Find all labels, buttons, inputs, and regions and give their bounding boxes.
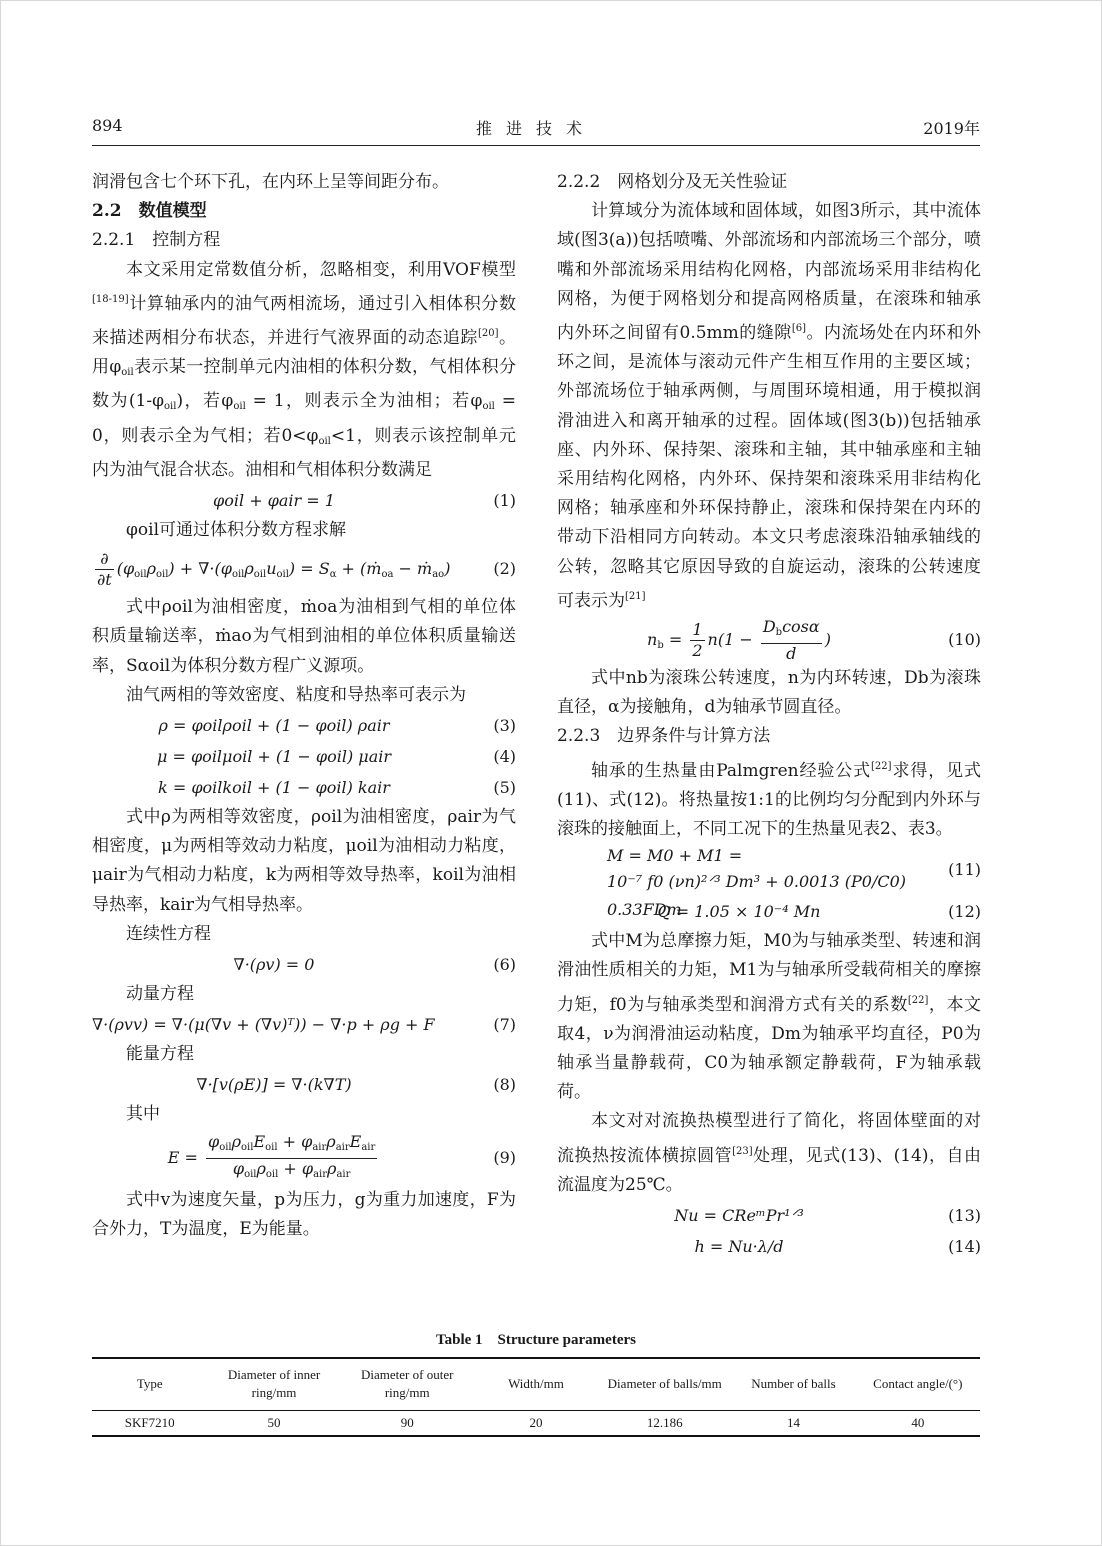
- label-energy: 能量方程: [126, 1044, 194, 1065]
- section-heading-2-2-1: 2.2.1 控制方程: [92, 230, 221, 251]
- equation-4: μ = φoilμoil + (1 − φoil) μair (4): [157, 747, 516, 767]
- table-header-cell: Type: [92, 1358, 207, 1410]
- paragraph-volume-fraction: φoil可通过体积分数方程求解: [126, 520, 347, 541]
- header-rule: [92, 145, 980, 146]
- paragraph-eq6-9-symbols: 式中v为速度矢量，p为压力，g为重力加速度，F为合外力，T为温度，E为能量。: [92, 1189, 516, 1239]
- table-header-cell: Diameter of outer ring/mm: [341, 1358, 474, 1410]
- equation-10: $n_b$ = $\frac{1}{2}$ n(1 − $\frac{D_b\cos\alpha}{d}$ ) (10): [647, 617, 981, 664]
- table-header-cell: Contact angle/(°): [856, 1358, 980, 1410]
- paragraph-eq11-12-symbols: 式中M为总摩擦力矩，M0为与轴承类型、转速和润滑油性质相关的力矩，M1为与轴承所受载荷相关的摩擦力矩，f0为与轴承类型和润滑方式有关的系数[22]，本文取4，ν为润滑油运动粘度，Dm为轴承平均直径，P0为轴承当量静载荷，C0为轴承额定静载荷，F为轴承载荷。: [557, 931, 982, 1103]
- label-momentum: 动量方程: [126, 984, 194, 1005]
- label-continuity: 连续性方程: [126, 923, 211, 944]
- paragraph-eq10-symbols: 式中nb为滚珠公转速度，n为内环转速，Db为滚珠直径，α为接触角，d为轴承节圆直径。: [557, 668, 981, 718]
- label-where: 其中: [126, 1104, 160, 1125]
- publication-year: 2019年: [923, 119, 980, 138]
- page-number: 894: [92, 116, 123, 135]
- equation-12: Q = 1.05 × 10⁻⁴ Mn (12): [657, 902, 981, 922]
- equation-14: h = Nu·λ/d (14): [694, 1237, 981, 1257]
- paragraph-convection-model: 本文对对流换热模型进行了简化，将固体壁面的对流换热按流体横掠圆管[23]处理，见式(13)、(14)，自由流温度为25℃。: [557, 1111, 982, 1195]
- paragraph-mesh-domains: 计算域分为流体域和固体域，如图3所示，其中流体域(图3(a))包括喷嘴、外部流场和内部流场三个部分，喷嘴和外部流场采用结构化网格，内部流场采用非结构化网格，为便于网格划分和提高网格质量，在滚珠和轴承内外环之间留有0.5mm的缝隙[6]。内流场处在内环和外环之间，是流体与滚动元件产生相互作用的主要区域；外部流场位于轴承两侧，与周围环境相通，用于模拟润滑油进入和离开轴承的过程。固体域(图3(b))包括轴承座、内外环、保持架、滚珠和主轴，其中轴承座和主轴采用结构化网格，内外环、保持架和滚珠采用非结构化网格；轴承座和外环保持静止，滚珠和保持架在内环的带动下沿相同方向转动。本文只考虑滚珠沿轴承轴线的公转，忽略其它原因导致的自旋运动，滚珠的公转速度可表示为[21]: [557, 201, 982, 611]
- paragraph-eq2-symbols: 式中ρoil为油相密度，ṁoa为油相到气相的单位体积质量输送率，ṁao为气相到油相的单位体积质量输送率，Sαoil为体积分数方程广义源项。: [92, 597, 516, 676]
- paragraph-heat-generation: 轴承的生热量由Palmgren经验公式[22]求得，见式(11)、式(12)。将热量按1:1的比例均匀分配到内外环与滚珠的接触面上，不同工况下的生热量见表2、表3。: [557, 760, 981, 840]
- equation-11-line2: 10⁻⁷ f0 (νn)²ᐟ³ Dm³ + 0.0013 (P0/C0) 0.33FDm (11): [607, 860, 981, 920]
- equation-9: E = $\frac{\varphi_{oil}\rho_{oil}E_{oil} + \varphi_{air}\rho_{air}E_{air}}{\varphi_{oil}\rho_{oil} + \varphi_{air}\rho_{air}}$ (9): [167, 1131, 516, 1180]
- equation-7: ∇·(ρvv) = ∇·(μ(∇v + (∇v)ᵀ)) − ∇·p + ρg + F (7): [92, 1015, 516, 1035]
- table-header-cell: Width/mm: [474, 1358, 598, 1410]
- section-heading-2-2: 2.2 数值模型: [92, 201, 207, 222]
- table-cell: 40: [856, 1410, 980, 1436]
- equation-6: ∇·(ρv) = 0 (6): [233, 955, 516, 975]
- table-cell: 12.186: [598, 1410, 731, 1436]
- paragraph-equivalent-properties: 油气两相的等效密度、粘度和导热率可表示为: [126, 684, 466, 705]
- equation-1: φoil + φair = 1 (1): [213, 491, 516, 511]
- section-heading-2-2-3: 2.2.3 边界条件与计算方法: [557, 726, 771, 747]
- table-row: [92, 1410, 980, 1436]
- table-cell: SKF7210: [92, 1410, 207, 1436]
- structure-parameters-table: [92, 1357, 980, 1437]
- table-header-cell: Number of balls: [731, 1358, 855, 1410]
- section-heading-2-2-2: 2.2.2 网格划分及无关性验证: [557, 172, 788, 192]
- table-cell: 20: [474, 1410, 598, 1436]
- right-column: [557, 168, 981, 1262]
- table-cell: 50: [207, 1410, 340, 1436]
- paragraph-vof-model: 本文采用定常数值分析，忽略相变，利用VOF模型[18-19]计算轴承内的油气两相流场，通过引入相体积分数来描述两相分布状态，并进行气液界面的动态追踪[20]。用$\varphi_{oil}$表示某一控制单元内油相的体积分数，气相体积分数为$(1-\varphi_{oil})$，若$\varphi_{oil} = 1$，则表示全为油相；若$\varphi_{oil} = 0$，则表示全为气相；若$0<\varphi_{oil}<1$，则表示该控制单元内为油气混合状态。油相和气相体积分数满足: [92, 259, 517, 480]
- table-header-cell: Diameter of inner ring/mm: [207, 1358, 340, 1410]
- equation-5: k = φoilkoil + (1 − φoil) kair (5): [158, 778, 516, 798]
- table-cell: 90: [341, 1410, 474, 1436]
- table-cell: 14: [731, 1410, 855, 1436]
- equation-2: $\frac{\partial}{\partial t}$ $(\varphi_{oil}\rho_{oil}) + \nabla\cdot(\varphi_{oil}\rho_{oil}u_{oil}) = S_\alpha$ + (ṁ$_{oa}$ − ṁ$_{ao}$) (2): [97, 549, 516, 590]
- paragraph-eq3-5-symbols: 式中ρ为两相等效密度，ρoil为油相密度，ρair为气相密度，μ为两相等效动力粘度，μoil为油相动力粘度，μair为气相动力粘度，k为两相等效导热率，koil为油相导热率，kair为气相导热率。: [92, 807, 516, 915]
- left-column: [92, 168, 516, 1244]
- table-caption: Table 1 Structure parameters: [436, 1332, 636, 1348]
- equation-8: ∇·[v(ρE)] = ∇·(k∇T) (8): [196, 1075, 516, 1095]
- equation-13: Nu = CReᵐPr¹ᐟ³ (13): [674, 1206, 981, 1226]
- page-header: [92, 116, 980, 144]
- equation-11-line1: M = M0 + M1 =: [607, 846, 743, 866]
- equation-3: ρ = φoilρoil + (1 − φoil) ρair (3): [158, 716, 516, 736]
- journal-name: 推进技术: [475, 119, 596, 138]
- table-header-cell: Diameter of balls/mm: [598, 1358, 731, 1410]
- paragraph-lubrication: 润滑包含七个环下孔，在内环上呈等间距分布。: [92, 172, 449, 192]
- table-header-row: [92, 1358, 980, 1410]
